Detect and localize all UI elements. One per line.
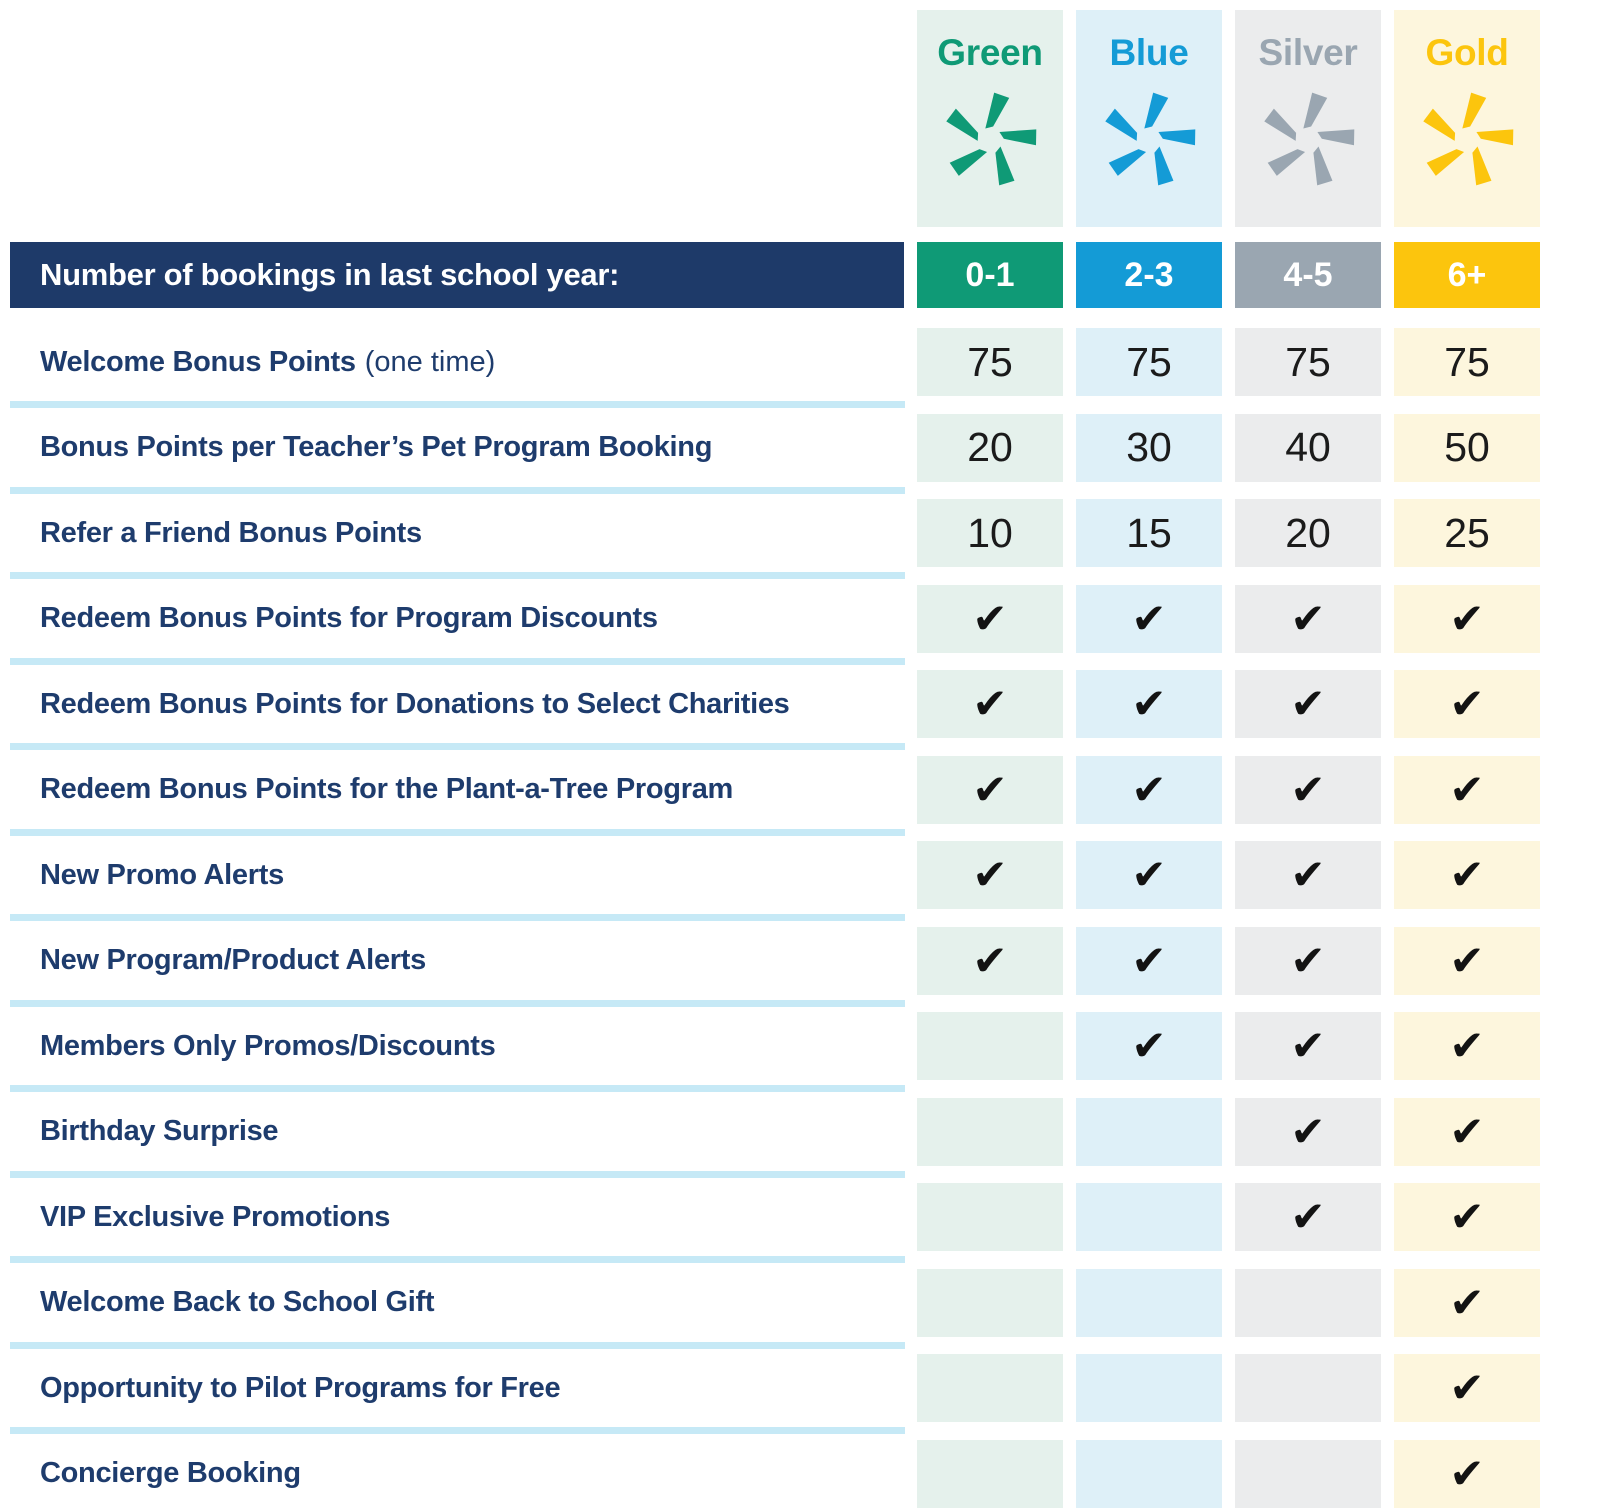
check-icon: ✔ [972, 594, 1008, 642]
feature-label [10, 1098, 904, 1166]
pinwheel-star-icon [1097, 88, 1201, 192]
check-icon: ✔ [1290, 1193, 1326, 1240]
feature-value-cell [917, 1183, 1063, 1251]
feature-value-cell: 30 [1076, 414, 1222, 482]
feature-value-cell [1394, 1354, 1540, 1422]
feature-row [10, 927, 1600, 995]
feature-label-text: New Promo Alerts [40, 858, 284, 891]
check-icon: ✔ [972, 851, 1008, 898]
check-icon: ✔ [1290, 1022, 1326, 1069]
feature-value-cell [1394, 670, 1540, 738]
pinwheel-star-icon [1415, 88, 1519, 192]
feature-value-cell: 25 [1394, 499, 1540, 567]
feature-value-cell: 20 [917, 414, 1063, 482]
feature-value-cell [1235, 1440, 1381, 1508]
feature-label [10, 927, 904, 995]
feature-row [10, 670, 1600, 738]
row-separator [10, 658, 905, 665]
feature-value-cell [1394, 927, 1540, 995]
feature-value-cell [1235, 1354, 1381, 1422]
feature-value-cell [1235, 1269, 1381, 1337]
feature-label [10, 1012, 904, 1080]
feature-row [10, 1354, 1600, 1422]
feature-value-cell [1235, 1012, 1381, 1080]
check-icon: ✔ [1290, 1107, 1326, 1155]
row-separator-gap [10, 1080, 1600, 1098]
check-icon: ✔ [1449, 1278, 1485, 1326]
feature-label-text: VIP Exclusive Promotions [40, 1200, 391, 1233]
feature-value-cell [1076, 1354, 1222, 1422]
feature-label-text: Redeem Bonus Points for the Plant-a-Tree Program [40, 773, 734, 805]
bookings-row [10, 242, 1600, 308]
row-separator [10, 1000, 905, 1007]
feature-label [10, 1183, 904, 1251]
check-icon: ✔ [972, 765, 1008, 813]
row-separator-gap [10, 995, 1600, 1013]
feature-label-text: Redeem Bonus Points for Donations to Select Charities [40, 687, 790, 720]
bookings-value-cell: 2-3 [1076, 242, 1222, 308]
pinwheel-star-icon [1256, 88, 1360, 192]
feature-value-cell [1076, 841, 1222, 909]
row-separator [10, 487, 905, 494]
feature-label-text: New Program/Product Alerts [40, 944, 426, 976]
feature-label-text: Welcome Back to School Gift [40, 1286, 435, 1318]
check-icon: ✔ [1449, 680, 1485, 727]
tier-name-label: Gold [1425, 32, 1509, 73]
row-separator [10, 829, 905, 836]
feature-value-cell [917, 670, 1063, 738]
feature-row [10, 1098, 1600, 1166]
row-separator-gap [10, 396, 1600, 414]
feature-value-cell: 75 [1394, 328, 1540, 396]
feature-label [10, 1269, 904, 1337]
feature-row [10, 1440, 1600, 1508]
feature-label-text: Welcome Bonus Points [40, 345, 356, 378]
tier-header-cell [917, 10, 1063, 227]
feature-value-cell: 75 [917, 328, 1063, 396]
feature-row [10, 499, 1600, 567]
check-icon: ✔ [1290, 851, 1326, 898]
feature-label [10, 499, 904, 567]
feature-value-cell: 75 [1076, 328, 1222, 396]
feature-value-cell: 50 [1394, 414, 1540, 482]
row-separator [10, 743, 905, 750]
feature-value-cell [1076, 1098, 1222, 1166]
feature-value-cell [1235, 1098, 1381, 1166]
row-separator [10, 1256, 905, 1263]
feature-value-cell [1076, 585, 1222, 653]
feature-value-cell [1394, 841, 1540, 909]
tier-header-cell [1076, 10, 1222, 227]
check-icon: ✔ [1449, 1449, 1485, 1497]
feature-value-cell [1076, 1440, 1222, 1508]
feature-value-cell [1076, 756, 1222, 824]
check-icon: ✔ [1131, 1022, 1167, 1069]
feature-label-text: Birthday Surprise [40, 1115, 279, 1147]
feature-label [10, 1354, 904, 1422]
bookings-value-cell: 6+ [1394, 242, 1540, 308]
check-icon: ✔ [1449, 1364, 1485, 1411]
feature-label-text: Redeem Bonus Points for Program Discounts [40, 602, 658, 634]
feature-value-cell [1394, 1269, 1540, 1337]
check-icon: ✔ [1449, 936, 1485, 984]
feature-value-cell [917, 1354, 1063, 1422]
feature-value-cell [1235, 1183, 1381, 1251]
feature-value-cell: 10 [917, 499, 1063, 567]
row-separator-gap [10, 1422, 1600, 1440]
pinwheel-star-icon [938, 88, 1042, 192]
check-icon: ✔ [1449, 1193, 1485, 1240]
feature-row [10, 756, 1600, 824]
check-icon: ✔ [1449, 594, 1485, 642]
tier-name-label: Green [937, 32, 1043, 73]
row-separator [10, 1171, 905, 1178]
tier-name-label: Blue [1109, 32, 1189, 73]
feature-value-cell [1076, 927, 1222, 995]
check-icon: ✔ [1449, 1022, 1485, 1069]
row-separator-gap [10, 567, 1600, 585]
feature-label-text: Concierge Booking [40, 1457, 301, 1489]
feature-value-cell [1235, 670, 1381, 738]
row-separator [10, 572, 905, 579]
tier-header-cell [1235, 10, 1381, 227]
check-icon: ✔ [1290, 680, 1326, 727]
feature-row [10, 414, 1600, 482]
feature-value-cell [1394, 756, 1540, 824]
feature-value-cell [1394, 1098, 1540, 1166]
feature-value-cell [1235, 927, 1381, 995]
bookings-label: Number of bookings in last school year: [10, 242, 904, 308]
check-icon: ✔ [1290, 936, 1326, 984]
feature-label [10, 1440, 904, 1508]
feature-value-cell [1076, 1012, 1222, 1080]
feature-label-text: Bonus Points per Teacher’s Pet Program Booking [40, 431, 713, 463]
check-icon: ✔ [1131, 680, 1167, 727]
row-separator-gap [10, 738, 1600, 756]
feature-value-cell [917, 1440, 1063, 1508]
row-separator-gap [10, 1166, 1600, 1184]
check-icon: ✔ [1449, 765, 1485, 813]
feature-label [10, 670, 904, 738]
feature-value-cell: 20 [1235, 499, 1381, 567]
row-separator-gap [10, 653, 1600, 671]
feature-row [10, 1183, 1600, 1251]
feature-value-cell [1394, 585, 1540, 653]
row-separator [10, 1085, 905, 1092]
feature-label-text: Opportunity to Pilot Programs for Free [40, 1371, 561, 1404]
tier-header-row [10, 10, 1600, 227]
feature-row [10, 1269, 1600, 1337]
feature-value-cell [917, 585, 1063, 653]
feature-label [10, 756, 904, 824]
check-icon: ✔ [1131, 594, 1167, 642]
feature-label [10, 414, 904, 482]
row-separator [10, 914, 905, 921]
check-icon: ✔ [1290, 594, 1326, 642]
feature-value-cell [917, 1012, 1063, 1080]
feature-row [10, 328, 1600, 396]
check-icon: ✔ [1131, 936, 1167, 984]
feature-value-cell [1076, 670, 1222, 738]
feature-value-cell [1235, 585, 1381, 653]
feature-rows [10, 328, 1600, 1508]
feature-value-cell [1394, 1012, 1540, 1080]
row-separator-gap [10, 909, 1600, 927]
row-separator-gap [10, 482, 1600, 500]
check-icon: ✔ [1449, 851, 1485, 898]
feature-row [10, 1012, 1600, 1080]
feature-value-cell [917, 841, 1063, 909]
feature-label [10, 328, 904, 396]
check-icon: ✔ [972, 936, 1008, 984]
feature-label [10, 585, 904, 653]
check-icon: ✔ [1131, 851, 1167, 898]
check-icon: ✔ [1131, 765, 1167, 813]
row-separator-gap [10, 1251, 1600, 1269]
row-separator-gap [10, 1337, 1600, 1355]
bookings-value-cell: 0-1 [917, 242, 1063, 308]
feature-value-cell [917, 927, 1063, 995]
feature-value-cell: 15 [1076, 499, 1222, 567]
feature-value-cell [1394, 1183, 1540, 1251]
feature-label [10, 841, 904, 909]
tier-header-cell [1394, 10, 1540, 227]
feature-label-text: Refer a Friend Bonus Points [40, 516, 422, 549]
feature-value-cell [1394, 1440, 1540, 1508]
row-separator-gap [10, 824, 1600, 842]
check-icon: ✔ [1290, 765, 1326, 813]
feature-value-cell [1235, 756, 1381, 824]
feature-row [10, 585, 1600, 653]
check-icon: ✔ [972, 680, 1008, 727]
feature-row [10, 841, 1600, 909]
feature-value-cell [917, 756, 1063, 824]
feature-value-cell [917, 1269, 1063, 1337]
tier-name-label: Silver [1258, 32, 1358, 73]
feature-value-cell [1076, 1183, 1222, 1251]
feature-value-cell [1235, 841, 1381, 909]
feature-value-cell: 40 [1235, 414, 1381, 482]
feature-value-cell [1076, 1269, 1222, 1337]
feature-value-cell: 75 [1235, 328, 1381, 396]
feature-label-text: Members Only Promos/Discounts [40, 1029, 496, 1062]
check-icon: ✔ [1449, 1107, 1485, 1155]
bookings-value-cell: 4-5 [1235, 242, 1381, 308]
corner-spacer [10, 10, 904, 227]
feature-label-note: (one time) [364, 345, 496, 378]
row-separator [10, 1342, 905, 1349]
feature-value-cell [917, 1098, 1063, 1166]
row-separator [10, 401, 905, 408]
row-separator [10, 1427, 905, 1434]
